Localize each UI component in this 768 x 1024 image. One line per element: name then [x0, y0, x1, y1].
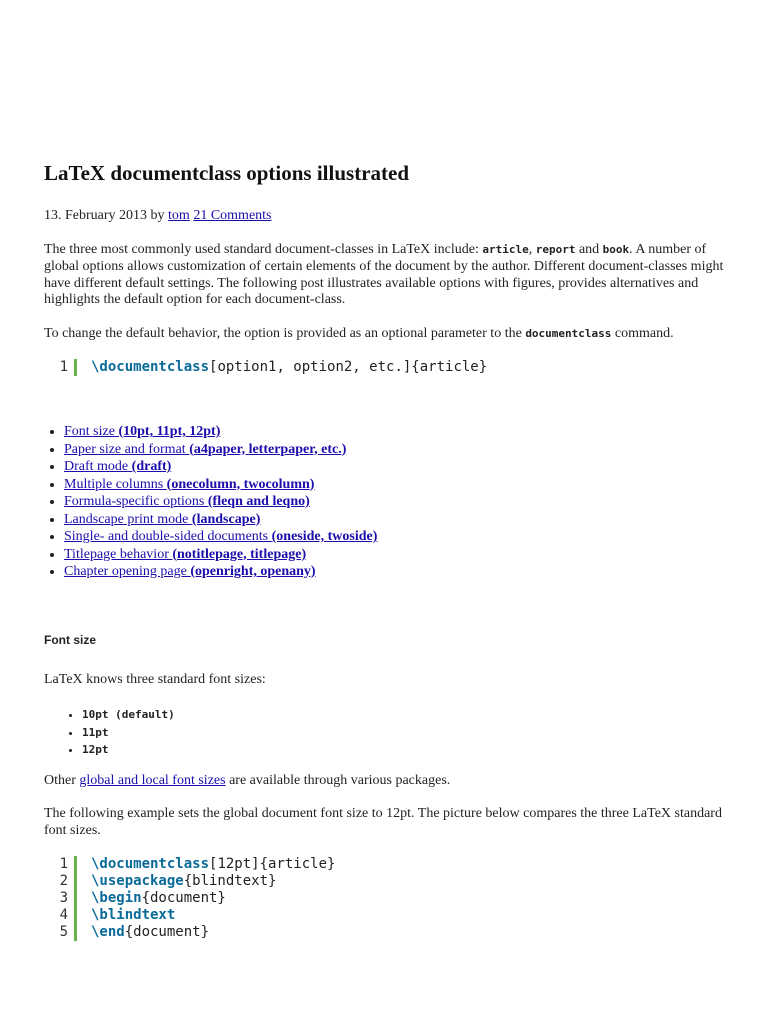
toc-label: Landscape print mode: [64, 511, 192, 527]
intro-paragraph: [44, 242, 728, 309]
line-number: 1: [59, 856, 68, 872]
toc-options: (a4paper, letterpaper, etc.): [189, 441, 347, 457]
toc-item: [64, 493, 377, 511]
by-label: by: [150, 208, 165, 223]
change-paragraph: [44, 326, 728, 343]
other-text: are available through various packages.: [225, 773, 451, 788]
line-number: 4: [59, 907, 68, 923]
toc-item: [64, 441, 377, 459]
toc-options: (landscape): [191, 511, 261, 527]
toc-link[interactable]: [64, 477, 314, 492]
font-size-item: • 10pt (default): [82, 706, 175, 724]
code-command: \documentclass: [91, 359, 210, 375]
code-command: \begin: [91, 890, 142, 906]
toc-options: (notitlepage, titlepage): [172, 546, 307, 562]
code-command: \documentclass: [91, 856, 210, 872]
code-line: [44, 359, 728, 376]
line-number: 5: [59, 924, 68, 940]
intro-text: ,: [528, 242, 536, 257]
code-command: \usepackage: [91, 873, 184, 889]
line-number: 3: [59, 890, 68, 906]
code-argument: {blindtext}: [183, 873, 277, 889]
toc-item: [64, 563, 377, 581]
code-line: [44, 907, 728, 924]
toc-item: [64, 458, 377, 476]
toc-options: (draft): [131, 459, 172, 474]
toc-label: Titlepage behavior: [64, 546, 173, 562]
toc-label: Paper size and format: [64, 441, 190, 457]
line-gutter: [74, 907, 77, 924]
toc-label: Font size: [64, 424, 119, 439]
line-number: 1: [59, 359, 68, 375]
font-sizes-link[interactable]: global and local font sizes: [79, 773, 226, 788]
author-link[interactable]: tom: [168, 208, 190, 223]
code-argument: {document}: [124, 924, 210, 940]
comments-link[interactable]: 21 Comments: [193, 208, 272, 223]
font-size-item: • 12pt: [82, 741, 175, 759]
code-command: \blindtext: [91, 907, 176, 923]
font-size-list: [44, 706, 175, 759]
toc-link[interactable]: [64, 529, 377, 544]
intro-text: . A number of global options allows customization of certain elements of the document by the author. Different document-classes might have different default settings. The following post illustrates available options with figures, provides alternatives and highlights the default option for each document-class.: [44, 242, 724, 308]
post-meta: [44, 208, 272, 224]
code-line: [44, 924, 728, 941]
toc-label: Multiple columns: [64, 476, 167, 492]
other-sizes-paragraph: [44, 773, 728, 790]
code-line: [44, 890, 728, 907]
post-date: 13. February 2013: [44, 208, 148, 223]
code-argument: [option1, option2, etc.]{article}: [209, 359, 488, 375]
toc-label: Draft mode: [64, 459, 132, 474]
table-of-contents: [44, 423, 377, 581]
change-text: command.: [611, 326, 674, 341]
toc-link[interactable]: [64, 512, 260, 527]
toc-label: Chapter opening page: [64, 564, 191, 579]
code-block-font-size: [44, 856, 728, 941]
toc-options: (onecolumn, twocolumn): [166, 476, 315, 492]
toc-link[interactable]: [64, 547, 306, 562]
toc-label: Formula-specific options: [64, 494, 208, 509]
line-gutter: [74, 359, 77, 376]
toc-options: (fleqn and leqno): [207, 494, 310, 509]
font-intro: LaTeX knows three standard font sizes:: [44, 672, 266, 687]
line-number: 2: [59, 873, 68, 889]
code-block-example: [44, 359, 728, 376]
line-gutter: [74, 924, 77, 941]
code-line: [44, 873, 728, 890]
toc-link[interactable]: [64, 424, 220, 439]
toc-options: (openright, openany): [190, 564, 316, 579]
toc-link[interactable]: [64, 459, 171, 474]
toc-label: Single- and double-sided documents: [64, 529, 272, 544]
toc-options: (10pt, 11pt, 12pt): [118, 424, 221, 439]
code-line: [44, 856, 728, 873]
code-argument: [12pt]{article}: [209, 856, 336, 872]
other-text: Other: [44, 773, 80, 788]
toc-link[interactable]: [64, 442, 346, 457]
toc-options: (oneside, twoside): [271, 529, 378, 544]
class-book: book: [602, 243, 630, 256]
intro-text: and: [575, 242, 603, 257]
font-size-item: • 11pt: [82, 724, 175, 742]
toc-item: [64, 476, 377, 494]
page-title: LaTeX documentclass options illustrated: [44, 161, 410, 185]
change-text: To change the default behavior, the option is provided as an optional parameter to the: [44, 326, 526, 341]
class-report: report: [535, 243, 576, 256]
toc-item: [64, 528, 377, 546]
toc-item: [64, 546, 377, 564]
line-gutter: [74, 873, 77, 890]
toc-item: [64, 511, 377, 529]
line-gutter: [74, 890, 77, 907]
example-paragraph: The following example sets the global document font size to 12pt. The picture below compares the three LaTeX standard font sizes.: [44, 806, 722, 838]
line-gutter: [74, 856, 77, 873]
toc-item: [64, 423, 377, 441]
code-command: \end: [91, 924, 125, 940]
toc-link[interactable]: [64, 564, 316, 579]
toc-link[interactable]: [64, 494, 310, 509]
code-argument: {document}: [141, 890, 226, 906]
class-article: article: [482, 243, 529, 256]
documentclass-code: documentclass: [525, 327, 612, 340]
intro-text: The three most commonly used standard document-classes in LaTeX include:: [44, 242, 483, 257]
section-heading-font-size: Font size: [44, 633, 97, 647]
